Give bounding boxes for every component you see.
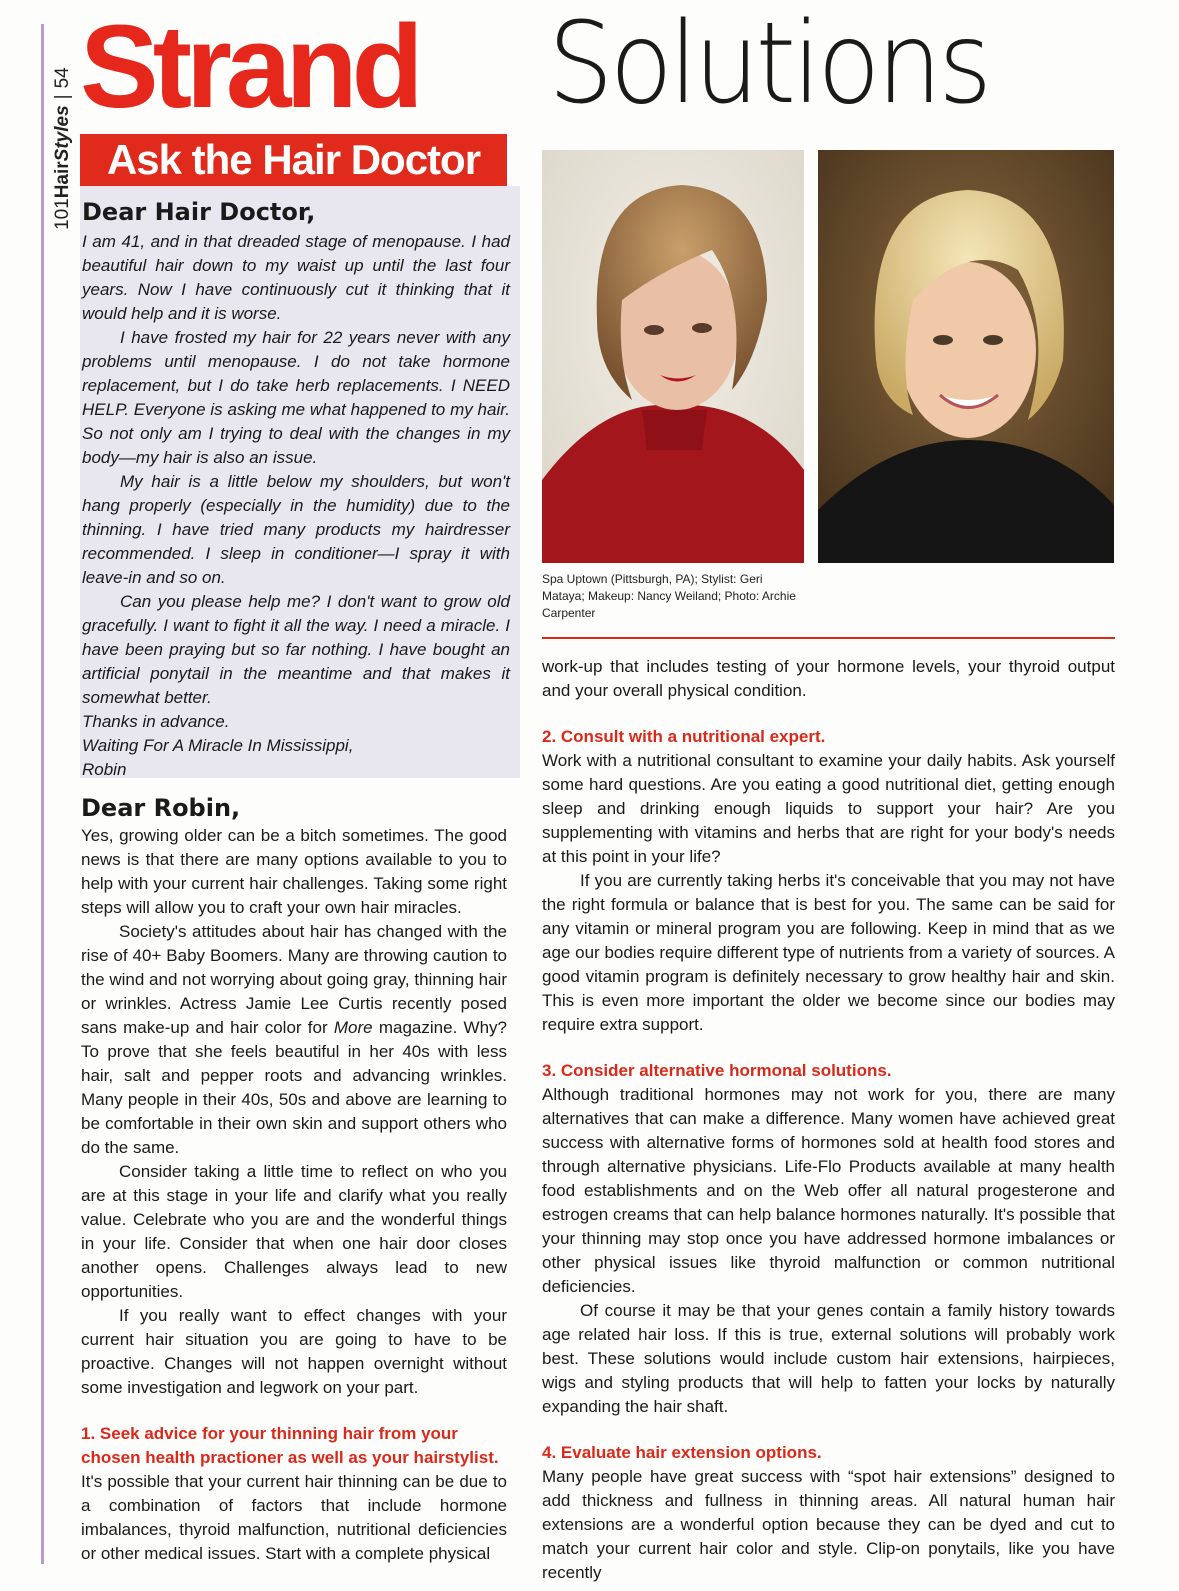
reply-paragraph: Many people have great success with “spot hair extensions” designed to add thickness and fullness in thinning areas. All natural human hair extensions are a wonderful option because they can be dyed and cut to match your current hair color and style. Clip-on ponytails, like you have recently [542, 1467, 1115, 1582]
letter-salutation: Dear Hair Doctor, [82, 198, 316, 226]
after-photo-image [818, 150, 1114, 563]
page-folio [52, 20, 76, 230]
sidebar-rule [41, 24, 44, 1564]
reply-text: magazine. Why? To prove that she feels beautiful in her 40s with less hair, salt and pepper roots and advancing wrinkles. Many people in their 40s, 50s and above are learning to be comfortable in their own skin and support others who do the same. [81, 1018, 507, 1157]
before-photo [542, 150, 804, 563]
reply-paragraph [81, 920, 507, 1160]
letter-paragraph: I have frosted my hair for 22 years never with any problems until menopause. I do not take hormone replacement, but I do take herb replacements. I NEED HELP. Everyone is asking me what happened to my hair. So not only am I trying to deal with the changes in my body—my hair is also an issue. [82, 328, 510, 467]
section-banner: Ask the Hair Doctor [80, 134, 507, 186]
tip-heading-2: 2. Consult with a nutritional expert. [542, 727, 826, 746]
reply-column-right [542, 655, 1115, 1585]
letter-paragraph: My hair is a little below my shoulders, but won't hang properly (especially in the humidity) due to the thinning. I have tried many products my hairdresser recommended. I sleep in conditioner—I spray it with leave-in and so on. [82, 472, 510, 587]
reply-paragraph: Although traditional hormones may not work for you, there are many alternatives that can make a difference. Many women have achieved great success with alternative forms of hormones sold at health food stores and through alternative physicians. Life-Flo Products available at many health food establishments and on the Web offer all natural progesterone and estrogen creams that can help balance hormones naturally. It's possible that your thinning may stop once you have addressed hormone imbalances or other physical issues like thyroid malfunction or common nutritional deficiencies. [542, 1085, 1115, 1296]
reply-paragraph: Yes, growing older can be a bitch sometimes. The good news is that there are many options available to you to help with your current hair challenges. Taking some right steps will allow you to craft your own hair miracles. [81, 826, 507, 917]
letter-name: Robin [82, 760, 127, 779]
title-strand: Strand [80, 1, 418, 133]
reply-text: Society's attitudes about hair has changed with the rise of 40+ Baby Boomers. Many are throwing caution to the wind and not worrying about going gray, thinning hair or wrinkles. Actress Jamie Lee Curtis recently posed sans make-up and hair color for [81, 922, 507, 1037]
title-solutions: Solutions [548, 0, 989, 129]
reply-paragraph: Work with a nutritional consultant to examine your daily habits. Ask yourself some hard questions. Are you eating a good nutritional diet, getting enough sleep and drinking enough liquids to support your hair? Are you supplementing with vitamins and herbs that are right for your body's needs at this point in your life? [542, 751, 1115, 866]
letter-thanks: Thanks in advance. [82, 712, 230, 731]
magazine-title: More [333, 1018, 373, 1037]
tip-heading-4: 4. Evaluate hair extension options. [542, 1443, 822, 1462]
tip-heading-1: 1. Seek advice for your thinning hair from your chosen health practioner as well as your hairstylist. [81, 1424, 499, 1467]
reply-paragraph: If you really want to effect changes with your current hair situation you are going to have to be proactive. Changes will not happen overnight without some investigation and legwork on your part. [81, 1306, 507, 1397]
reply-paragraph: Of course it may be that your genes contain a family history towards age related hair loss. If this is true, external solutions will probably work best. These solutions would include custom hair extensions, hairpieces, wigs and styling products that will help to fatten your locks by naturally expanding the hair shaft. [542, 1301, 1115, 1416]
magazine-brand-italic: Styles [52, 105, 73, 162]
caption-rule [542, 637, 1115, 639]
tip-heading-3: 3. Consider alternative hormonal solutions. [542, 1061, 892, 1080]
after-photo [818, 150, 1114, 563]
photo-caption: Spa Uptown (Pittsburgh, PA); Stylist: Geri Mataya; Makeup: Nancy Weiland; Photo: Archie Carpenter [542, 572, 796, 620]
reader-letter-box [80, 186, 520, 778]
letter-signoff: Waiting For A Miracle In Mississippi, [82, 736, 354, 755]
magazine-brand: Hair [52, 161, 73, 199]
reply-salutation: Dear Robin, [81, 794, 241, 822]
folio-separator: | [52, 94, 73, 100]
before-photo-image [542, 150, 804, 563]
reader-letter [82, 198, 510, 782]
reply-paragraph: It's possible that your current hair thinning can be due to a combination of factors that include hormone imbalances, thyroid malfunction, nutritional deficiencies or other medical issues. Start with a complete physical [81, 1472, 507, 1563]
reply-paragraph: If you are currently taking herbs it's conceivable that you may not have the right formula or balance that is best for you. The same can be said for any vitamin or mineral program you are following. Keep in mind that as we age our bodies require different type of nutrients from a variety of sources. A good vitamin program is definitely necessary to grow healthy hair and skin. This is even more important the older we become since our bodies may require extra support. [542, 871, 1115, 1034]
letter-paragraph: I am 41, and in that dreaded stage of menopause. I had beautiful hair down to my waist up until the last four years. Now I have continuously cut it thinking that it would help and it is worse. [82, 232, 510, 323]
reply-paragraph: Consider taking a little time to reflect on who you are at this stage in your life and clarify what you really value. Celebrate who you are and the wonderful things in your life. Consider that when one hair door closes another opens. Challenges always lead to new opportunities. [81, 1162, 507, 1301]
reply-paragraph: work-up that includes testing of your hormone levels, your thyroid output and your overall physical condition. [542, 657, 1115, 700]
issue-number: 54 [52, 67, 73, 89]
letter-paragraph: Can you please help me? I don't want to grow old gracefully. I want to fight it all the way. I need a miracle. I have been praying but so far nothing. I have bought an artificial ponytail in the meantime and that makes it somewhat better. [82, 592, 510, 707]
reply-column-left [81, 796, 507, 1566]
page-number: 101 [52, 198, 73, 230]
